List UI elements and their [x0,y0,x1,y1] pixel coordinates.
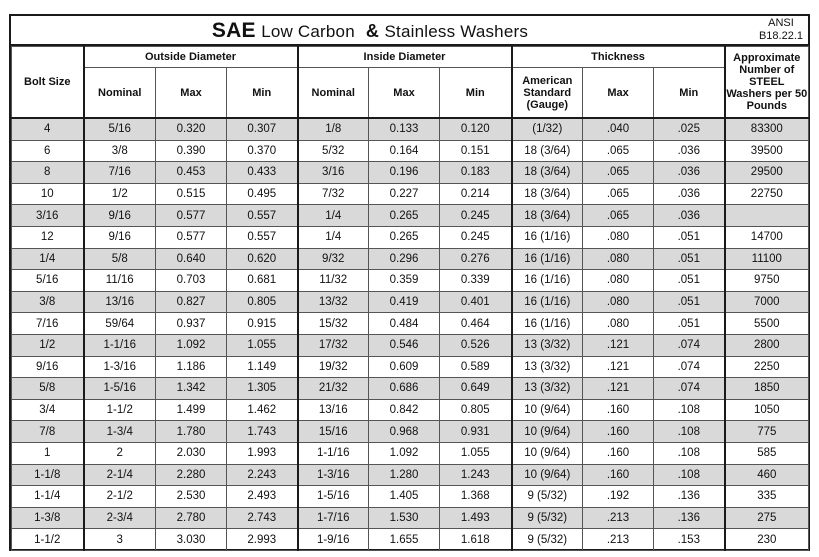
cell-thickness-max: .080 [583,313,654,335]
cell-bolt-size: 1-1/4 [12,486,84,508]
title-stainless-washers: Stainless Washers [384,22,529,41]
table-row [12,140,809,162]
cell-washers-per-50lb: 1050 [725,399,809,421]
header-id-max: Max [369,68,440,119]
cell-thickness-max: .213 [583,507,654,529]
cell-od-min: 0.557 [227,226,298,248]
cell-thickness-max: .121 [583,356,654,378]
cell-thickness-max: .065 [583,140,654,162]
table-row [12,507,809,529]
cell-bolt-size: 1-1/2 [12,529,84,551]
cell-thickness-max: .080 [583,270,654,292]
cell-id-nominal: 1-1/16 [298,442,369,464]
cell-id-nominal: 15/32 [298,313,369,335]
cell-id-nominal: 7/32 [298,183,369,205]
cell-id-max: 0.265 [369,205,440,227]
cell-washers-per-50lb: 29500 [725,162,809,184]
cell-id-min: 0.339 [440,270,512,292]
cell-thickness-min: .136 [654,486,725,508]
cell-washers-per-50lb: 7000 [725,291,809,313]
header-id-nominal: Nominal [298,68,369,119]
cell-thickness-min: .025 [654,118,725,140]
cell-gauge: 13 (3/32) [512,356,583,378]
cell-id-min: 0.120 [440,118,512,140]
cell-washers-per-50lb: 585 [725,442,809,464]
cell-thickness-max: .121 [583,334,654,356]
cell-od-max: 0.640 [156,248,227,270]
cell-id-min: 0.464 [440,313,512,335]
table-row [12,183,809,205]
cell-gauge: 10 (9/64) [512,421,583,443]
header-thickness-max: Max [583,68,654,119]
cell-id-max: 0.968 [369,421,440,443]
cell-washers-per-50lb: 2800 [725,334,809,356]
cell-thickness-max: .080 [583,291,654,313]
standard-line-2: B18.22.1 [758,30,803,42]
cell-od-min: 0.433 [227,162,298,184]
cell-id-max: 1.530 [369,507,440,529]
cell-thickness-min: .036 [654,162,725,184]
cell-od-max: 0.577 [156,226,227,248]
cell-gauge: 16 (1/16) [512,248,583,270]
cell-id-nominal: 13/16 [298,399,369,421]
standard-line-1: ANSI [768,17,794,29]
cell-bolt-size: 1/4 [12,248,84,270]
cell-thickness-min: .108 [654,421,725,443]
cell-id-nominal: 17/32 [298,334,369,356]
table-row [12,442,809,464]
cell-od-max: 0.453 [156,162,227,184]
table-row [12,399,809,421]
cell-id-nominal: 19/32 [298,356,369,378]
cell-thickness-min: .051 [654,270,725,292]
table-row [12,248,809,270]
table-row [12,464,809,486]
cell-id-nominal: 3/16 [298,162,369,184]
cell-id-max: 0.227 [369,183,440,205]
cell-gauge: 13 (3/32) [512,378,583,400]
cell-thickness-max: .160 [583,399,654,421]
cell-od-max: 0.703 [156,270,227,292]
title-ampersand: & [365,21,380,41]
cell-od-min: 0.805 [227,291,298,313]
cell-bolt-size: 5/8 [12,378,84,400]
table-body [12,118,809,550]
cell-od-max: 0.390 [156,140,227,162]
cell-id-nominal: 9/32 [298,248,369,270]
cell-thickness-min: .036 [654,205,725,227]
standard-label [759,17,803,43]
washer-spec-table [11,46,809,551]
cell-gauge: 10 (9/64) [512,442,583,464]
cell-gauge: 18 (3/64) [512,162,583,184]
cell-od-min: 1.055 [227,334,298,356]
cell-bolt-size: 1 [12,442,84,464]
table-row [12,378,809,400]
cell-id-max: 0.419 [369,291,440,313]
cell-gauge: 10 (9/64) [512,464,583,486]
cell-id-max: 1.280 [369,464,440,486]
table-row [12,205,809,227]
cell-thickness-min: .051 [654,291,725,313]
cell-bolt-size: 8 [12,162,84,184]
table-row [12,356,809,378]
cell-od-nominal: 1-3/16 [84,356,156,378]
cell-id-min: 0.526 [440,334,512,356]
cell-id-min: 0.183 [440,162,512,184]
cell-thickness-min: .108 [654,442,725,464]
title-low-carbon: Low Carbon [261,22,355,41]
cell-id-min: 1.243 [440,464,512,486]
cell-od-max: 2.030 [156,442,227,464]
table-row [12,291,809,313]
cell-od-max: 1.499 [156,399,227,421]
washer-table-frame [9,14,810,551]
cell-od-min: 0.370 [227,140,298,162]
cell-od-min: 1.993 [227,442,298,464]
cell-thickness-max: .192 [583,486,654,508]
cell-od-nominal: 7/16 [84,162,156,184]
cell-thickness-min: .136 [654,507,725,529]
cell-od-nominal: 1/2 [84,183,156,205]
cell-od-nominal: 5/8 [84,248,156,270]
cell-gauge: 9 (5/32) [512,529,583,551]
cell-od-min: 1.743 [227,421,298,443]
cell-washers-per-50lb: 39500 [725,140,809,162]
cell-id-max: 0.133 [369,118,440,140]
cell-thickness-min: .051 [654,313,725,335]
table-row [12,226,809,248]
group-thickness: Thickness [512,47,725,68]
table-row [12,421,809,443]
table-row [12,529,809,551]
cell-id-max: 1.655 [369,529,440,551]
cell-id-min: 0.589 [440,356,512,378]
cell-washers-per-50lb: 2250 [725,356,809,378]
cell-od-min: 0.495 [227,183,298,205]
table-row [12,118,809,140]
cell-thickness-max: .065 [583,162,654,184]
table-row [12,162,809,184]
cell-bolt-size: 4 [12,118,84,140]
header-bolt-size: Bolt Size [12,47,84,119]
header-od-min: Min [227,68,298,119]
cell-bolt-size: 1/2 [12,334,84,356]
cell-od-max: 0.577 [156,205,227,227]
cell-od-min: 0.915 [227,313,298,335]
title-sae: SAE [211,19,256,42]
cell-washers-per-50lb: 460 [725,464,809,486]
cell-bolt-size: 7/16 [12,313,84,335]
cell-od-nominal: 2-1/2 [84,486,156,508]
cell-thickness-max: .080 [583,226,654,248]
cell-thickness-min: .051 [654,226,725,248]
cell-od-max: 0.937 [156,313,227,335]
cell-id-min: 0.805 [440,399,512,421]
cell-id-min: 0.214 [440,183,512,205]
cell-id-min: 0.245 [440,226,512,248]
cell-washers-per-50lb: 5500 [725,313,809,335]
cell-od-min: 2.993 [227,529,298,551]
cell-id-nominal: 5/32 [298,140,369,162]
cell-id-min: 1.368 [440,486,512,508]
cell-od-min: 0.557 [227,205,298,227]
cell-od-max: 1.342 [156,378,227,400]
cell-od-min: 0.620 [227,248,298,270]
cell-gauge: 16 (1/16) [512,313,583,335]
cell-washers-per-50lb: 275 [725,507,809,529]
cell-thickness-max: .160 [583,464,654,486]
cell-id-nominal: 15/16 [298,421,369,443]
cell-bolt-size: 12 [12,226,84,248]
cell-od-nominal: 1-1/16 [84,334,156,356]
cell-od-nominal: 11/16 [84,270,156,292]
cell-od-nominal: 3/8 [84,140,156,162]
cell-bolt-size: 3/16 [12,205,84,227]
cell-thickness-min: .036 [654,183,725,205]
cell-gauge: 9 (5/32) [512,486,583,508]
cell-gauge: 18 (3/64) [512,140,583,162]
cell-thickness-max: .121 [583,378,654,400]
cell-thickness-min: .108 [654,399,725,421]
cell-id-nominal: 21/32 [298,378,369,400]
cell-washers-per-50lb: 230 [725,529,809,551]
cell-gauge: (1/32) [512,118,583,140]
cell-bolt-size: 3/4 [12,399,84,421]
cell-od-max: 0.320 [156,118,227,140]
cell-thickness-min: .036 [654,140,725,162]
header-thickness-min: Min [654,68,725,119]
cell-thickness-max: .080 [583,248,654,270]
cell-id-max: 0.164 [369,140,440,162]
cell-od-min: 2.743 [227,507,298,529]
cell-bolt-size: 5/16 [12,270,84,292]
cell-id-nominal: 1-9/16 [298,529,369,551]
cell-thickness-min: .074 [654,334,725,356]
cell-id-nominal: 1-3/16 [298,464,369,486]
cell-washers-per-50lb: 22750 [725,183,809,205]
cell-bolt-size: 10 [12,183,84,205]
cell-gauge: 13 (3/32) [512,334,583,356]
cell-od-nominal: 3 [84,529,156,551]
cell-id-max: 0.196 [369,162,440,184]
cell-bolt-size: 9/16 [12,356,84,378]
cell-od-max: 2.530 [156,486,227,508]
cell-thickness-max: .213 [583,529,654,551]
cell-od-nominal: 9/16 [84,205,156,227]
cell-washers-per-50lb: 1850 [725,378,809,400]
cell-od-nominal: 1-1/2 [84,399,156,421]
cell-thickness-max: .160 [583,442,654,464]
cell-od-nominal: 2 [84,442,156,464]
cell-od-min: 1.462 [227,399,298,421]
cell-od-min: 2.493 [227,486,298,508]
cell-gauge: 16 (1/16) [512,270,583,292]
cell-od-nominal: 2-3/4 [84,507,156,529]
cell-washers-per-50lb: 775 [725,421,809,443]
cell-id-min: 0.151 [440,140,512,162]
cell-gauge: 18 (3/64) [512,205,583,227]
cell-id-nominal: 11/32 [298,270,369,292]
table-row [12,334,809,356]
cell-od-nominal: 9/16 [84,226,156,248]
cell-id-nominal: 1/4 [298,205,369,227]
cell-id-max: 0.265 [369,226,440,248]
cell-od-max: 3.030 [156,529,227,551]
cell-thickness-max: .065 [583,205,654,227]
cell-thickness-max: .065 [583,183,654,205]
cell-washers-per-50lb [725,205,809,227]
cell-id-min: 0.245 [440,205,512,227]
cell-id-max: 0.296 [369,248,440,270]
cell-id-nominal: 1-7/16 [298,507,369,529]
cell-id-max: 0.484 [369,313,440,335]
cell-id-min: 1.493 [440,507,512,529]
cell-id-max: 0.686 [369,378,440,400]
cell-id-max: 0.359 [369,270,440,292]
cell-washers-per-50lb: 11100 [725,248,809,270]
cell-od-min: 2.243 [227,464,298,486]
cell-gauge: 16 (1/16) [512,226,583,248]
cell-washers-per-50lb: 335 [725,486,809,508]
cell-od-nominal: 13/16 [84,291,156,313]
cell-id-nominal: 1-5/16 [298,486,369,508]
cell-od-max: 1.780 [156,421,227,443]
cell-thickness-max: .160 [583,421,654,443]
cell-bolt-size: 1-1/8 [12,464,84,486]
cell-washers-per-50lb: 83300 [725,118,809,140]
cell-id-min: 0.276 [440,248,512,270]
header-od-max: Max [156,68,227,119]
table-title [11,19,729,43]
cell-id-max: 0.609 [369,356,440,378]
cell-thickness-max: .040 [583,118,654,140]
cell-od-max: 1.186 [156,356,227,378]
cell-thickness-min: .051 [654,248,725,270]
cell-gauge: 16 (1/16) [512,291,583,313]
cell-od-min: 1.305 [227,378,298,400]
cell-id-min: 0.931 [440,421,512,443]
cell-od-nominal: 59/64 [84,313,156,335]
cell-od-min: 0.307 [227,118,298,140]
cell-id-max: 1.405 [369,486,440,508]
cell-thickness-min: .108 [654,464,725,486]
cell-id-nominal: 1/8 [298,118,369,140]
cell-bolt-size: 6 [12,140,84,162]
header-id-min: Min [440,68,512,119]
cell-gauge: 10 (9/64) [512,399,583,421]
cell-id-nominal: 13/32 [298,291,369,313]
cell-od-max: 0.827 [156,291,227,313]
cell-id-min: 0.649 [440,378,512,400]
cell-washers-per-50lb: 14700 [725,226,809,248]
cell-od-nominal: 5/16 [84,118,156,140]
cell-bolt-size: 1-3/8 [12,507,84,529]
cell-od-nominal: 1-3/4 [84,421,156,443]
cell-gauge: 18 (3/64) [512,183,583,205]
cell-od-nominal: 2-1/4 [84,464,156,486]
header-gauge: American Standard (Gauge) [512,68,583,119]
cell-bolt-size: 3/8 [12,291,84,313]
cell-id-max: 0.842 [369,399,440,421]
header-washers-per-50lb: Approximate Number of STEEL Washers per 50 Pounds [725,47,809,119]
cell-od-max: 2.280 [156,464,227,486]
cell-od-nominal: 1-5/16 [84,378,156,400]
cell-washers-per-50lb: 9750 [725,270,809,292]
cell-thickness-min: .074 [654,356,725,378]
cell-id-max: 1.092 [369,442,440,464]
group-inside-diameter: Inside Diameter [298,47,512,68]
cell-od-min: 1.149 [227,356,298,378]
cell-od-max: 0.515 [156,183,227,205]
title-row [11,16,808,46]
table-row [12,486,809,508]
cell-thickness-min: .153 [654,529,725,551]
cell-gauge: 9 (5/32) [512,507,583,529]
cell-od-max: 2.780 [156,507,227,529]
cell-id-nominal: 1/4 [298,226,369,248]
cell-id-max: 0.546 [369,334,440,356]
cell-od-max: 1.092 [156,334,227,356]
cell-id-min: 1.618 [440,529,512,551]
cell-thickness-min: .074 [654,378,725,400]
cell-bolt-size: 7/8 [12,421,84,443]
cell-od-min: 0.681 [227,270,298,292]
cell-id-min: 1.055 [440,442,512,464]
table-row [12,270,809,292]
cell-id-min: 0.401 [440,291,512,313]
table-row [12,313,809,335]
header-od-nominal: Nominal [84,68,156,119]
group-outside-diameter: Outside Diameter [84,47,298,68]
